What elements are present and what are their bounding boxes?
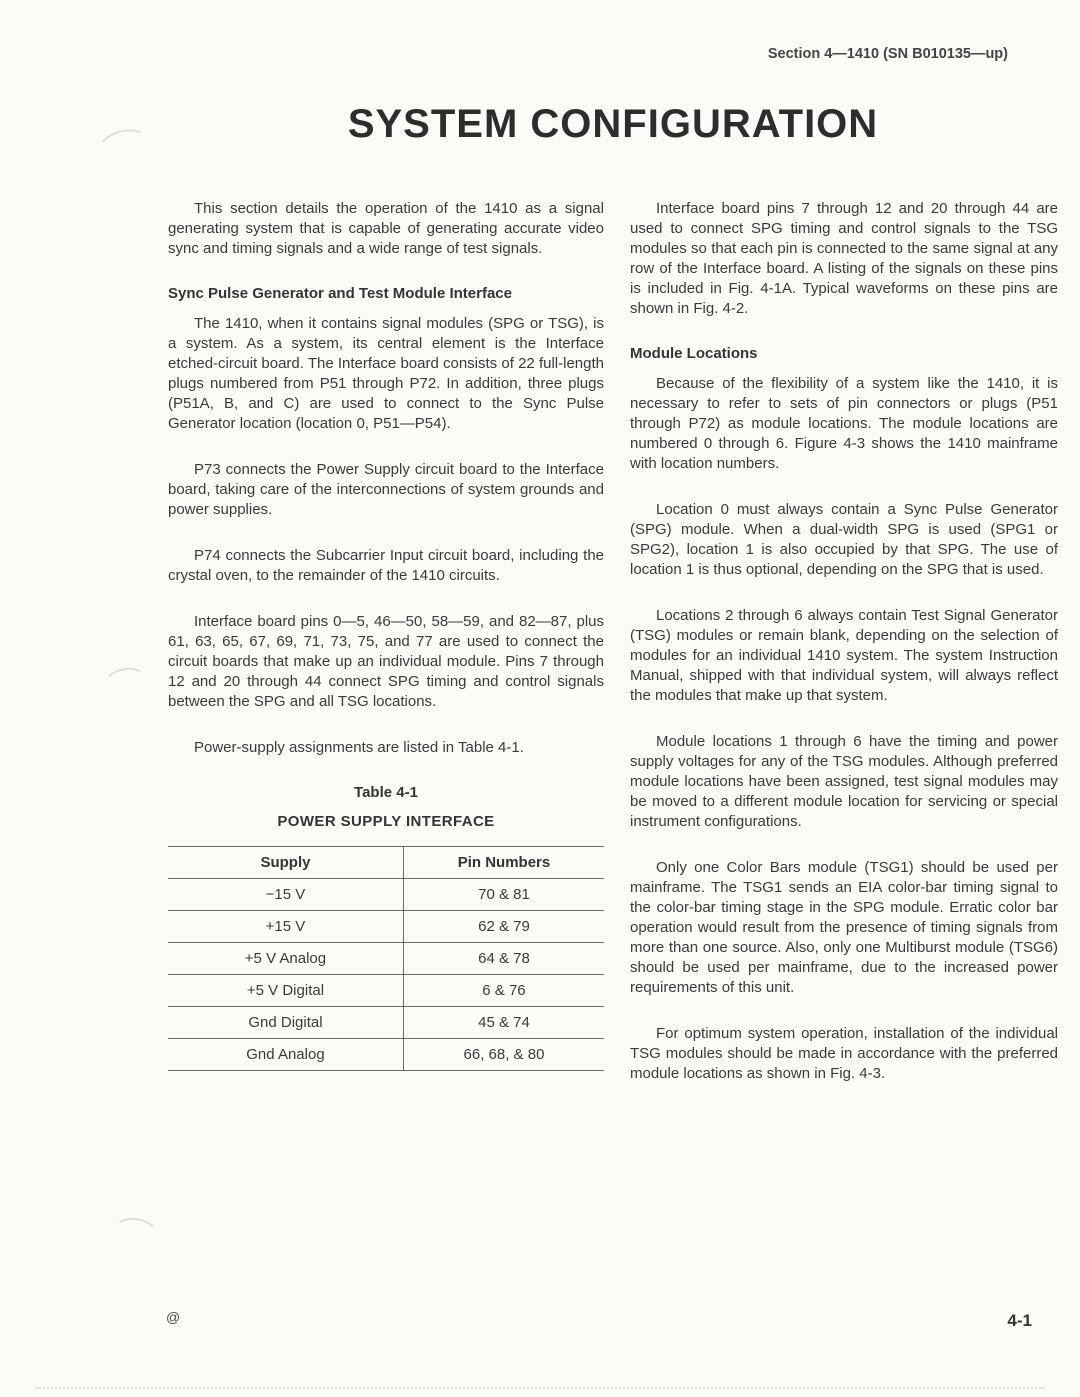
pins-cell: 64 & 78 — [403, 943, 604, 975]
supply-cell: Gnd Digital — [168, 1007, 403, 1039]
paragraph-module-locations-1-6: Module locations 1 through 6 have the timing and power supply voltages for any of the TSG modules. Although preferred module locations have been assigned, test signal modules may be moved to a different module location for servicing or special instrument configurations. — [630, 733, 1058, 830]
supply-cell: +5 V Analog — [168, 943, 403, 975]
scan-artifact — [95, 124, 154, 170]
two-column-body — [168, 199, 1058, 1110]
paragraph-optimum-operation: For optimum system operation, installation of the individual TSG modules should be made in accordance with the preferred module locations as shown in Fig. 4-3. — [630, 1025, 1058, 1082]
paragraph-interface-pins: Interface board pins 0—5, 46—50, 58—59, and 82—87, plus 61, 63, 65, 67, 69, 71, 73, 75, and 77 are used to connect the circuit boards that make up an individual module. Pins 7 through 12 and 20 through 44 connect SPG timing and control signals between the SPG and all TSG locations. — [168, 613, 604, 710]
pins-cell: 66, 68, & 80 — [403, 1039, 604, 1071]
section-reference: Section 4—1410 (SN B010135—up) — [767, 46, 1008, 62]
scan-artifact — [110, 1215, 160, 1253]
paragraph-locations-2-6: Locations 2 through 6 always contain Test Signal Generator (TSG) modules or remain blank, depending on the selection of modules for an individual 1410 system. The system Instruction Manual, shipped with that individual system, will always reflect the modules that make up that system. — [630, 607, 1058, 704]
page-title: SYSTEM CONFIGURATION — [347, 102, 879, 146]
supply-cell: Gnd Analog — [168, 1039, 403, 1071]
table-row — [168, 975, 604, 1007]
scan-edge-artifact — [36, 1387, 1044, 1389]
paragraph-interface-board: The 1410, when it contains signal modules (SPG or TSG), is a system. As a system, its central element is the Interface etched-circuit board. The Interface board consists of 22 full-length plugs numbered from P51 through P72. In addition, three plugs (P51A, B, and C) are used to connect to the Sync Pulse Generator location (location 0, P51—P54). — [168, 315, 604, 432]
page-header — [0, 46, 1080, 62]
paragraph-interface-pins-spg: Interface board pins 7 through 12 and 20 through 44 are used to connect SPG timing and control signals to the TSG modules so that each pin is connected to the same signal at any row of the Interface board. A listing of the signals on these pins is included in Fig. 4-1A. Typical waveforms on these pins are shown in Fig. 4-2. — [630, 200, 1058, 317]
table-row — [168, 1039, 604, 1071]
supply-cell: −15 V — [168, 879, 403, 911]
paragraph-flexibility: Because of the flexibility of a system like the 1410, it is necessary to refer to sets of pin connectors or plugs (P51 through P72) as module locations. The module locations are numbered 0 through 6. Figure 4-3 shows the 1410 mainframe with location numbers. — [630, 375, 1058, 472]
table-row — [168, 879, 604, 911]
pins-cell: 6 & 76 — [403, 975, 604, 1007]
table-caption — [168, 784, 604, 830]
page-number: 4-1 — [1007, 1311, 1032, 1330]
paragraph-location-0: Location 0 must always contain a Sync Pulse Generator (SPG) module. When a dual-width SPG is used (SPG1 or SPG2), location 1 is also occupied by that SPG. The use of location 1 is thus optional, depending on the SPG that is used. — [630, 501, 1058, 578]
scan-artifact — [102, 664, 151, 701]
supply-cell: +15 V — [168, 911, 403, 943]
paragraph-color-bars: Only one Color Bars module (TSG1) should be used per mainframe. The TSG1 sends an EIA color-bar timing signal to the color-bar timing stage in the SPG module. Erratic color bar operation would result from the presence of timing signals from more than one source. Also, only one Multiburst module (TSG6) should be used per mainframe, due to the increased power requirements of this unit. — [630, 859, 1058, 996]
paragraph-p73: P73 connects the Power Supply circuit board to the Interface board, taking care of the interconnections of system grounds and power supplies. — [168, 461, 604, 518]
copyright-mark: @ — [166, 1309, 181, 1325]
table-header-row — [168, 847, 604, 879]
table-number: Table 4-1 — [354, 784, 418, 801]
column-header-supply: Supply — [168, 847, 403, 879]
pins-cell: 70 & 81 — [403, 879, 604, 911]
table-row — [168, 943, 604, 975]
table-row — [168, 911, 604, 943]
paragraph-p74: P74 connects the Subcarrier Input circuit board, including the crystal oven, to the remainder of the 1410 circuits. — [168, 547, 604, 584]
table-row — [168, 1007, 604, 1039]
column-header-pin-numbers: Pin Numbers — [403, 847, 604, 879]
heading-sync-pulse-generator: Sync Pulse Generator and Test Module Interface — [168, 285, 512, 302]
pins-cell: 62 & 79 — [403, 911, 604, 943]
pins-cell: 45 & 74 — [403, 1007, 604, 1039]
power-supply-table — [168, 846, 604, 1071]
table-title: POWER SUPPLY INTERFACE — [277, 813, 495, 830]
left-column — [168, 199, 604, 1110]
heading-module-locations: Module Locations — [630, 345, 758, 362]
right-column — [630, 199, 1058, 1110]
supply-cell: +5 V Digital — [168, 975, 403, 1007]
paragraph-power-supply-note: Power-supply assignments are listed in Table 4-1. — [194, 739, 524, 756]
paragraph-intro: This section details the operation of the 1410 as a signal generating system that is capable of generating accurate video sync and timing signals and a wide range of test signals. — [168, 200, 604, 257]
